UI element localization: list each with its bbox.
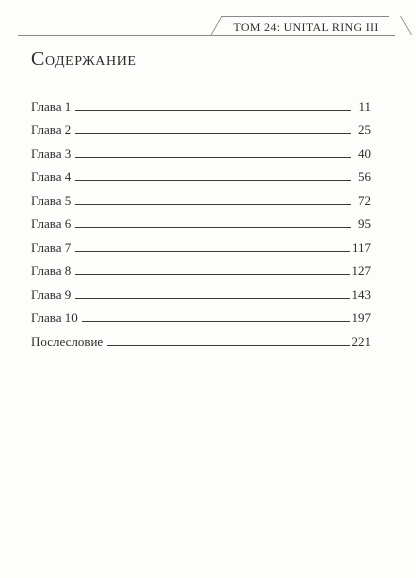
toc-entry-page: 143 — [351, 286, 371, 302]
toc-leader-line — [75, 132, 351, 134]
toc-leader-line — [75, 297, 349, 299]
toc-leader-line — [107, 344, 349, 346]
toc-entry-label: Глава 4 — [31, 169, 72, 184]
toc-entry-page: 117 — [351, 239, 371, 255]
toc-entry-chapter-8[interactable] — [31, 255, 371, 279]
running-header-title: ТОМ 24: UNITAL RING III — [233, 20, 379, 34]
contents-title — [31, 48, 137, 71]
toc-entry-chapter-4[interactable] — [31, 161, 371, 185]
toc-entry-afterword[interactable] — [31, 325, 371, 349]
toc-entry-label: Глава 1 — [31, 98, 72, 114]
toc-entry-page: 56 — [358, 169, 371, 184]
toc-list — [31, 90, 371, 349]
toc-entry-label: Глава 8 — [31, 263, 72, 278]
toc-entry-chapter-3[interactable] — [31, 137, 371, 161]
toc-leader-line — [75, 203, 351, 205]
toc-entry-chapter-1[interactable] — [31, 90, 371, 114]
toc-entry-label: Глава 9 — [31, 286, 72, 302]
toc-leader-line — [75, 226, 351, 228]
toc-entry-page: 197 — [351, 310, 371, 325]
header-tab-top-edge — [221, 16, 389, 17]
toc-entry-label: Глава 7 — [31, 239, 72, 255]
toc-leader-line — [75, 156, 351, 158]
toc-entry-label: Глава 2 — [31, 122, 72, 137]
toc-leader-line — [75, 250, 350, 252]
toc-entry-chapter-5[interactable] — [31, 184, 371, 208]
toc-entry-chapter-7[interactable] — [31, 231, 371, 255]
toc-entry-page: 72 — [358, 192, 371, 208]
toc-entry-chapter-2[interactable] — [31, 114, 371, 138]
contents-title-text: Содержание — [31, 48, 137, 70]
toc-entry-page: 221 — [351, 333, 371, 349]
toc-entry-page: 11 — [358, 98, 371, 114]
toc-entry-page: 95 — [358, 216, 371, 231]
toc-entry-page: 127 — [351, 263, 371, 278]
toc-entry-label: Глава 10 — [31, 310, 78, 325]
toc-entry-chapter-9[interactable] — [31, 278, 371, 302]
toc-entry-chapter-10[interactable] — [31, 302, 371, 326]
toc-entry-page: 25 — [358, 122, 371, 137]
toc-leader-line — [75, 273, 349, 275]
toc-leader-line — [75, 109, 351, 111]
toc-entry-label: Глава 6 — [31, 216, 72, 231]
toc-leader-line — [75, 179, 351, 181]
toc-entry-label: Глава 3 — [31, 145, 72, 161]
header-rule — [18, 35, 395, 36]
header-tab-right-edge — [388, 16, 412, 35]
toc-leader-line — [82, 320, 350, 322]
toc-entry-page: 40 — [358, 145, 371, 161]
toc-entry-chapter-6[interactable] — [31, 208, 371, 232]
toc-entry-label: Глава 5 — [31, 192, 72, 208]
toc-entry-label: Послесловие — [31, 333, 104, 349]
